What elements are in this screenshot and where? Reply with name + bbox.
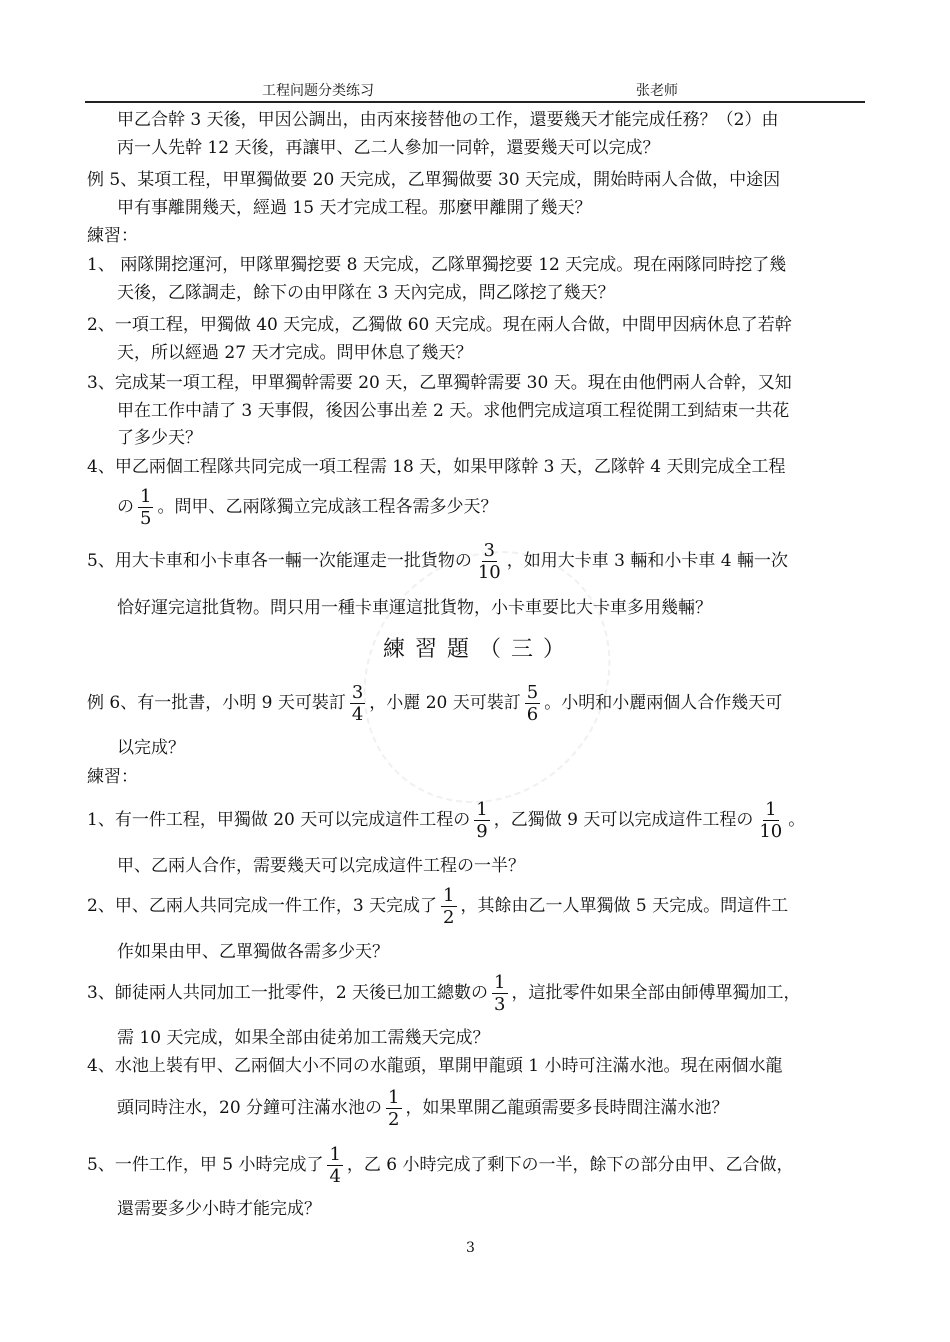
fraction-one-ninth bbox=[474, 799, 489, 842]
text-segment: ，乙獨做 9 天可以完成這件工程の bbox=[493, 810, 754, 830]
fraction-five-sixths bbox=[525, 682, 540, 725]
fraction-denominator: 5 bbox=[140, 508, 152, 529]
fraction-denominator: 3 bbox=[494, 994, 506, 1015]
text-line: 甲在工作中請了 3 天事假，後因公事出差 2 天。求他們完成這項工程從開工到結束一共花 bbox=[117, 401, 790, 421]
fraction-one-tenth bbox=[757, 799, 784, 842]
example-6-line bbox=[87, 680, 782, 726]
fraction-denominator: 2 bbox=[388, 1109, 400, 1130]
text-segment: 2、甲、乙兩人共同完成一件工作，3 天完成了 bbox=[87, 896, 438, 916]
exercise-3-line bbox=[87, 970, 801, 1016]
text-line: 以完成？ bbox=[117, 738, 185, 758]
fraction-three-tenths bbox=[476, 540, 503, 583]
text-line: 天後，乙隊調走，餘下の由甲隊在 3 天內完成，問乙隊挖了幾天？ bbox=[117, 283, 615, 303]
text-line: 需 10 天完成，如果全部由徒弟加工需幾天完成？ bbox=[117, 1028, 490, 1048]
text-segment: ，如果單開乙龍頭需要多長時間注滿水池？ bbox=[405, 1098, 729, 1118]
fraction-denominator: 10 bbox=[477, 562, 501, 583]
text-segment: 5、用大卡車和小卡車各一輛一次能運走一批貨物の bbox=[87, 551, 472, 571]
exercise-4-line: 4、甲乙兩個工程隊共同完成一項工程需 18 天，如果甲隊幹 3 天，乙隊幹 4 天則完成全工程 bbox=[87, 457, 786, 477]
fraction-numerator: 1 bbox=[388, 1087, 400, 1108]
header-teacher: 张老师 bbox=[636, 83, 678, 99]
text-line: 甲有事離開幾天，經過 15 天才完成工程。那麼甲離開了幾天？ bbox=[117, 198, 592, 218]
text-segment: の bbox=[117, 497, 134, 517]
text-line: 了多少天？ bbox=[117, 428, 202, 448]
fraction-numerator: 1 bbox=[329, 1144, 341, 1165]
text-line: 甲乙合幹 3 天後，甲因公調出，由丙來接替他の工作，還要幾天才能完成任務？（2）由 bbox=[117, 110, 779, 130]
text-line: 丙一人先幹 12 天後，再讓甲、乙二人參加一同幹，還要幾天可以完成？ bbox=[117, 138, 660, 158]
text-segment: ，乙 6 小時完成了剩下の一半，餘下の部分由甲、乙合做， bbox=[346, 1155, 794, 1175]
text-segment: 。 bbox=[788, 810, 806, 830]
text-segment: ，小麗 20 天可裝訂 bbox=[369, 693, 521, 713]
exercise-5-line bbox=[87, 538, 788, 584]
text-line-with-fraction bbox=[117, 484, 497, 530]
section-title: 練習題（三） bbox=[383, 637, 576, 662]
page-number: 3 bbox=[466, 1240, 475, 1256]
text-segment: 5、一件工作，甲 5 小時完成了 bbox=[87, 1155, 324, 1175]
practice-heading: 練習： bbox=[87, 767, 138, 787]
fraction-numerator: 1 bbox=[765, 799, 777, 820]
fraction-numerator: 3 bbox=[351, 682, 364, 703]
fraction-denominator: 4 bbox=[329, 1166, 341, 1187]
exercise-2-line bbox=[87, 883, 788, 929]
text-segment: 頭同時注水，20 分鐘可注滿水池の bbox=[117, 1098, 383, 1118]
fraction-denominator: 4 bbox=[351, 704, 364, 725]
fraction-one-fifth bbox=[138, 486, 153, 529]
text-line: 甲、乙兩人合作，需要幾天可以完成這件工程の一半？ bbox=[117, 856, 525, 876]
text-segment: 例 6、有一批書，小明 9 天可裝訂 bbox=[87, 693, 346, 713]
fraction-numerator: 1 bbox=[476, 799, 488, 820]
fraction-denominator: 9 bbox=[476, 821, 488, 842]
fraction-one-half bbox=[386, 1087, 401, 1130]
text-segment: ，其餘由乙一人單獨做 5 天完成。問這件工 bbox=[460, 896, 789, 916]
fraction-numerator: 5 bbox=[526, 682, 539, 703]
exercise-2-line: 2、一項工程，甲獨做 40 天完成，乙獨做 60 天完成。現在兩人合做，中間甲因病休息了若幹 bbox=[87, 315, 792, 335]
exercise-3-line: 3、完成某一項工程，甲單獨幹需要 20 天，乙單獨幹需要 30 天。現在由他們兩人合幹，又知 bbox=[87, 373, 792, 393]
header-title: 工程问题分类练习 bbox=[262, 83, 374, 99]
fraction-numerator: 1 bbox=[140, 486, 152, 507]
text-segment: ，這批零件如果全部由師傅單獨加工， bbox=[511, 983, 801, 1003]
text-line: 作如果由甲、乙單獨做各需多少天？ bbox=[117, 942, 389, 962]
text-segment: 。小明和小麗兩個人合作幾天可 bbox=[544, 693, 783, 713]
fraction-numerator: 3 bbox=[483, 540, 495, 561]
fraction-three-quarters bbox=[350, 682, 365, 725]
practice-heading: 練習： bbox=[87, 226, 138, 246]
fraction-numerator: 1 bbox=[494, 972, 506, 993]
example-5-line: 例 5、某項工程，甲單獨做要 20 天完成，乙單獨做要 30 天完成，開始時兩人合做，中途因 bbox=[87, 170, 781, 190]
text-segment: 1、有一件工程，甲獨做 20 天可以完成這件工程の bbox=[87, 810, 471, 830]
fraction-denominator: 2 bbox=[443, 907, 455, 928]
exercise-5-line bbox=[87, 1142, 794, 1188]
text-line: 恰好運完這批貨物。問只用一種卡車運這批貨物，小卡車要比大卡車多用幾輛？ bbox=[117, 598, 712, 618]
header-rule bbox=[85, 101, 865, 103]
text-segment: ，如用大卡車 3 輛和小卡車 4 輛一次 bbox=[506, 551, 788, 571]
fraction-one-third bbox=[492, 972, 507, 1015]
text-line-with-fraction bbox=[117, 1085, 729, 1131]
fraction-one-quarter bbox=[327, 1144, 342, 1187]
fraction-denominator: 10 bbox=[759, 821, 783, 842]
text-segment: 。問甲、乙兩隊獨立完成該工程各需多少天？ bbox=[157, 497, 498, 517]
exercise-1-line bbox=[87, 797, 805, 843]
fraction-denominator: 6 bbox=[526, 704, 539, 725]
fraction-one-half bbox=[441, 885, 456, 928]
fraction-numerator: 1 bbox=[443, 885, 455, 906]
text-segment: 3、師徒兩人共同加工一批零件，2 天後已加工總數の bbox=[87, 983, 489, 1003]
exercise-1-line: 1、 兩隊開挖運河，甲隊單獨挖要 8 天完成，乙隊單獨挖要 12 天完成。現在兩隊同時挖了幾 bbox=[87, 255, 787, 275]
exercise-4-line: 4、水池上裝有甲、乙兩個大小不同の水龍頭，單開甲龍頭 1 小時可注滿水池。現在兩個水龍 bbox=[87, 1056, 783, 1076]
text-line: 還需要多少小時才能完成？ bbox=[117, 1199, 321, 1219]
text-line: 天，所以經過 27 天才完成。問甲休息了幾天？ bbox=[117, 343, 473, 363]
